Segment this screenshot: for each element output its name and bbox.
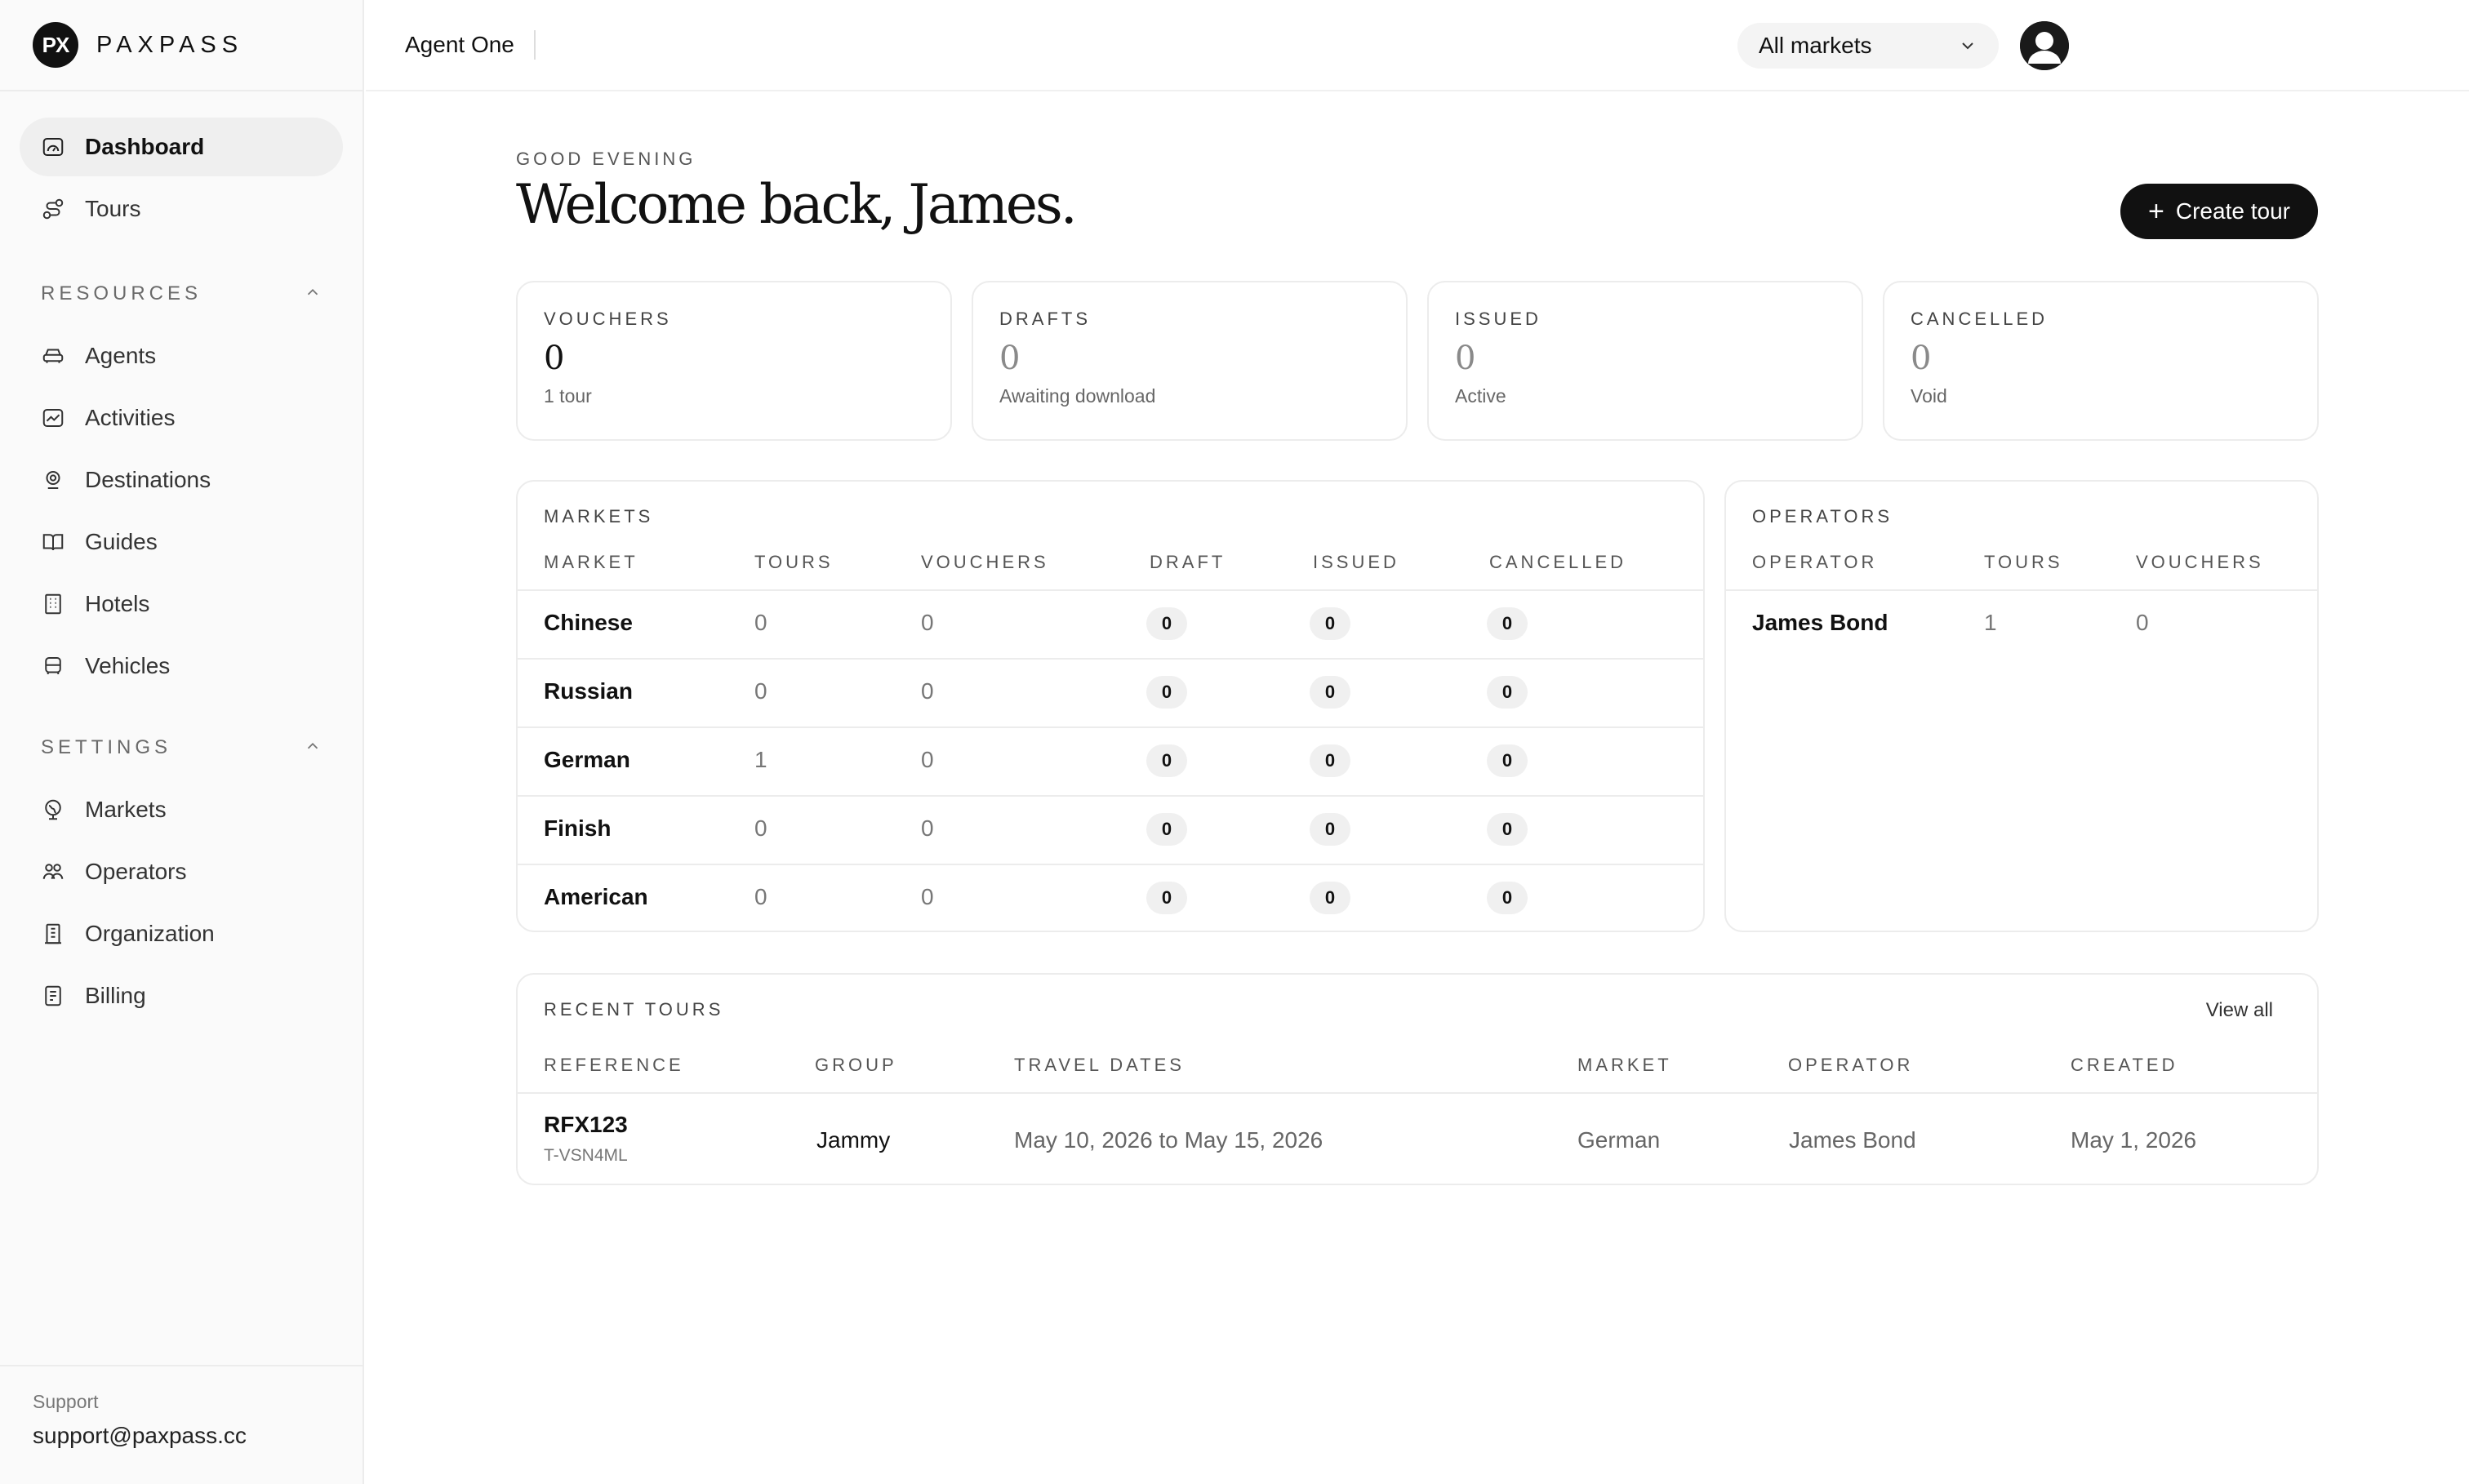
brand-logo: PX: [33, 22, 78, 68]
topbar: [366, 0, 2469, 91]
tour-operator: James Bond: [1789, 1127, 1916, 1153]
sidebar-item-label: Activities: [85, 405, 176, 430]
section-resources-header[interactable]: [0, 278, 363, 310]
sidebar-item-label: Dashboard: [85, 134, 205, 159]
stat-label: DRAFTS: [999, 309, 1091, 329]
sidebar-item-billing[interactable]: [20, 966, 343, 1025]
bus-icon: [41, 654, 65, 678]
greeting-subtitle: GOOD EVENING: [516, 149, 696, 169]
column-header: CANCELLED: [1489, 552, 1627, 572]
stat-card-issued: [1427, 281, 1863, 441]
resources-nav: [0, 327, 363, 695]
divider: [518, 864, 1703, 865]
divider: [518, 726, 1703, 728]
stat-subtext: Void: [1911, 385, 1947, 407]
activity-icon: [41, 406, 65, 430]
user-avatar-icon: [2020, 21, 2069, 70]
stat-subtext: 1 tour: [544, 385, 592, 407]
sidebar-item-tours[interactable]: [20, 180, 343, 238]
page-title: Welcome back, James.: [516, 173, 1075, 236]
users-icon: [41, 860, 65, 884]
sidebar-item-label: Destinations: [85, 467, 211, 492]
market-tours: 1: [754, 747, 767, 772]
brand[interactable]: [0, 0, 363, 91]
chevron-down-icon: [1958, 36, 1977, 56]
market-select-value: All markets: [1759, 33, 1872, 58]
draft-badge: 0: [1146, 607, 1187, 640]
stat-label: VOUCHERS: [544, 309, 672, 329]
market-vouchers: 0: [921, 884, 934, 909]
operators-panel: [1724, 480, 2319, 932]
sidebar-item-label: Vehicles: [85, 653, 171, 678]
stat-subtext: Awaiting download: [999, 385, 1156, 407]
stat-value: 0: [1911, 340, 1932, 377]
sidebar-item-label: Agents: [85, 343, 157, 368]
sidebar-item-label: Operators: [85, 859, 187, 884]
avatar[interactable]: [2020, 21, 2069, 70]
sidebar-item-markets[interactable]: [20, 780, 343, 839]
sidebar-item-agents[interactable]: [20, 327, 343, 385]
sidebar-item-hotels[interactable]: [20, 575, 343, 633]
draft-badge: 0: [1146, 813, 1187, 846]
column-header: MARKET: [544, 552, 638, 572]
market-vouchers: 0: [921, 610, 934, 635]
divider: [518, 795, 1703, 797]
sidebar-item-destinations[interactable]: [20, 451, 343, 509]
issued-badge: 0: [1310, 813, 1350, 846]
market-name[interactable]: Finish: [544, 815, 612, 841]
cancelled-badge: 0: [1487, 744, 1528, 777]
market-tours: 0: [754, 884, 767, 909]
book-icon: [41, 530, 65, 554]
create-tour-label: Create tour: [2175, 198, 2290, 224]
recent-tours-panel: [516, 973, 2319, 1185]
divider: [518, 1092, 2317, 1094]
sidebar-item-label: Markets: [85, 797, 167, 822]
plus-icon: +: [2148, 196, 2164, 227]
draft-badge: 0: [1146, 676, 1187, 709]
sidebar-item-vehicles[interactable]: [20, 637, 343, 695]
main-nav: [0, 91, 363, 238]
support-block: [0, 1365, 363, 1484]
route-icon: [41, 197, 65, 221]
tour-market: German: [1577, 1127, 1661, 1153]
column-header: REFERENCE: [544, 1055, 684, 1075]
office-icon: [41, 922, 65, 946]
create-tour-button[interactable]: [2120, 184, 2318, 239]
sidebar-item-organization[interactable]: [20, 904, 343, 963]
tour-travel-dates: May 10, 2026 to May 15, 2026: [1014, 1127, 1323, 1153]
markets-panel: [516, 480, 1705, 932]
section-title: SETTINGS: [41, 736, 172, 758]
market-tours: 0: [754, 610, 767, 635]
divider: [518, 589, 1703, 591]
divider: [1726, 589, 2317, 591]
market-select[interactable]: [1737, 23, 1999, 69]
market-name[interactable]: Russian: [544, 678, 633, 704]
sidebar-item-label: Organization: [85, 921, 215, 946]
section-title: RESOURCES: [41, 282, 202, 304]
car-icon: [41, 344, 65, 368]
sidebar-item-label: Hotels: [85, 591, 150, 616]
sidebar-item-operators[interactable]: [20, 842, 343, 901]
cancelled-badge: 0: [1487, 607, 1528, 640]
sidebar-item-dashboard[interactable]: [20, 118, 343, 176]
column-header: ISSUED: [1313, 552, 1399, 572]
sidebar-item-label: Guides: [85, 529, 158, 554]
chevron-up-icon[interactable]: [304, 737, 322, 759]
draft-badge: 0: [1146, 882, 1187, 914]
dashboard-icon: [41, 135, 65, 159]
market-name[interactable]: German: [544, 747, 630, 772]
chevron-up-icon[interactable]: [304, 283, 322, 305]
stat-subtext: Active: [1455, 385, 1506, 407]
operators-title: OPERATORS: [1752, 506, 1893, 527]
column-header: TRAVEL DATES: [1014, 1055, 1185, 1075]
stat-label: ISSUED: [1455, 309, 1541, 329]
sidebar-item-label: Billing: [85, 983, 146, 1008]
map-pin-icon: [41, 468, 65, 492]
column-header: TOURS: [754, 552, 834, 572]
sidebar-item-guides[interactable]: [20, 513, 343, 571]
draft-badge: 0: [1146, 744, 1187, 777]
cancelled-badge: 0: [1487, 813, 1528, 846]
brand-name: PAXPASS: [96, 31, 244, 58]
column-header: TOURS: [1984, 552, 2063, 572]
divider: [518, 658, 1703, 660]
column-header: CREATED: [2071, 1055, 2178, 1075]
operator-vouchers: 0: [2136, 610, 2149, 635]
column-header: VOUCHERS: [2136, 552, 2264, 572]
operator-name[interactable]: James Bond: [1752, 610, 1888, 635]
tour-code: T-VSN4ML: [544, 1146, 628, 1165]
stat-card-drafts: [972, 281, 1408, 441]
market-vouchers: 0: [921, 815, 934, 841]
market-vouchers: 0: [921, 678, 934, 704]
market-vouchers: 0: [921, 747, 934, 772]
sidebar-item-activities[interactable]: [20, 389, 343, 447]
issued-badge: 0: [1310, 744, 1350, 777]
receipt-icon: [41, 984, 65, 1008]
column-header: VOUCHERS: [921, 552, 1049, 572]
building-icon: [41, 592, 65, 616]
sidebar: [0, 0, 364, 1484]
tour-created: May 1, 2026: [2071, 1127, 2197, 1153]
column-header: OPERATOR: [1788, 1055, 1914, 1075]
agent-name: Agent One: [405, 30, 536, 60]
market-tours: 0: [754, 678, 767, 704]
column-header: MARKET: [1577, 1055, 1672, 1075]
stat-card-cancelled: [1883, 281, 2319, 441]
settings-nav: [0, 780, 363, 1025]
issued-badge: 0: [1310, 882, 1350, 914]
stat-card-vouchers: [516, 281, 952, 441]
column-header: DRAFT: [1150, 552, 1226, 572]
section-settings-header[interactable]: [0, 731, 363, 764]
markets-title: MARKETS: [544, 506, 654, 527]
stat-value: 0: [544, 340, 565, 377]
cancelled-badge: 0: [1487, 676, 1528, 709]
tour-group: Jammy: [816, 1127, 891, 1153]
tour-reference[interactable]: RFX123: [544, 1112, 628, 1137]
issued-badge: 0: [1310, 607, 1350, 640]
cancelled-badge: 0: [1487, 882, 1528, 914]
stat-label: CANCELLED: [1911, 309, 2049, 329]
operator-tours: 1: [1984, 610, 1997, 635]
stat-value: 0: [1455, 340, 1476, 377]
column-header: GROUP: [815, 1055, 897, 1075]
view-all-link[interactable]: View all: [2205, 999, 2273, 1021]
globe-icon: [41, 798, 65, 822]
market-tours: 0: [754, 815, 767, 841]
column-header: OPERATOR: [1752, 552, 1878, 572]
issued-badge: 0: [1310, 676, 1350, 709]
support-email-link[interactable]: support@paxpass.cc: [33, 1423, 247, 1448]
recent-tours-title: RECENT TOURS: [544, 999, 724, 1020]
market-name[interactable]: Chinese: [544, 610, 633, 635]
support-label: Support: [33, 1391, 99, 1412]
sidebar-item-label: Tours: [85, 196, 141, 221]
stat-value: 0: [999, 340, 1021, 377]
market-name[interactable]: American: [544, 884, 648, 909]
